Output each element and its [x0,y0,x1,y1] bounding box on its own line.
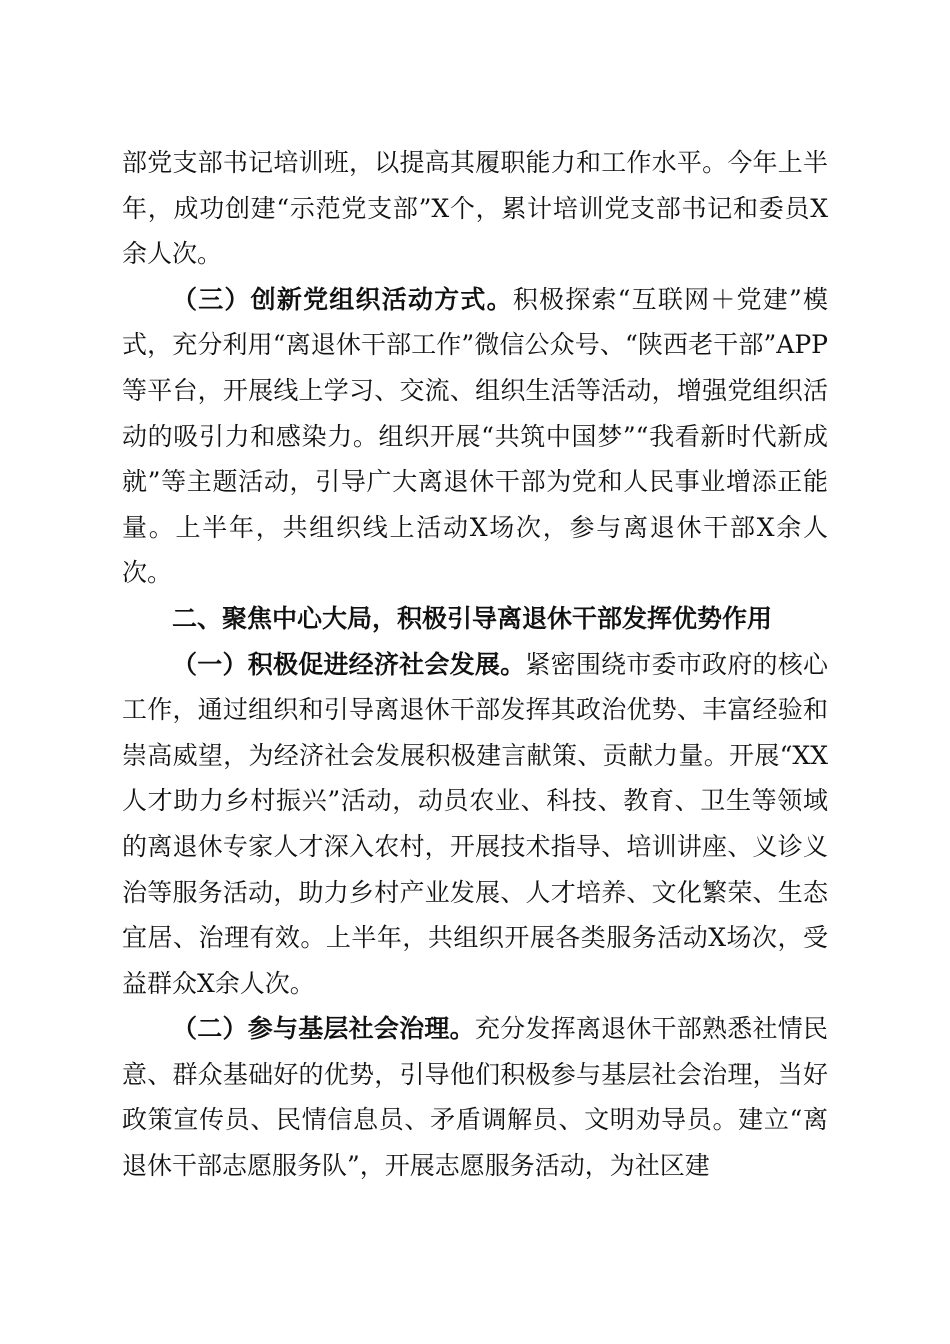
paragraph-lead-section-2-2: （二）参与基层社会治理。 [172,1014,475,1044]
paragraph-section-2-1 [122,642,828,1007]
paragraph-section-2-2 [122,1006,828,1188]
section-heading-2: 二、聚焦中心大局，积极引导离退休干部发挥优势作用 [172,603,773,633]
paragraph-lead-section-2-1: （一）积极促进经济社会发展。 [172,649,526,679]
document-body [122,140,828,1189]
paragraph-section-3 [122,277,828,596]
continued-paragraph: 部党支部书记培训班，以提高其履职能力和工作水平。今年上半年，成功创建“示范党支部”X个，累计培训党支部书记和委员X余人次。 [122,148,828,269]
paragraph-body-section-3: 积极探索“互联网＋党建”模式，充分利用“离退休干部工作”微信公众号、“陕西老干部”APP等平台，开展线上学习、交流、组织生活等活动，增强党组织活动的吸引力和感染力。组织开展“共筑中国梦”“我看新时代新成就”等主题活动，引导广大离退休干部为党和人民事业增添正能量。上半年，共组织线上活动X场次，参与离退休干部X余人次。 [122,284,828,588]
paragraph-lead-section-3: （三）创新党组织活动方式。 [172,284,513,314]
paragraph-body-section-2-2: 充分发挥离退休干部熟悉社情民意、群众基础好的优势，引导他们积极参与基层社会治理，当好政策宣传员、民情信息员、矛盾调解员、文明劝导员。建立“离退休干部志愿服务队”，开展志愿服务活动，为社区建 [122,1014,828,1181]
paragraph-body-section-2-1: 紧密围绕市委市政府的核心工作，通过组织和引导离退休干部发挥其政治优势、丰富经验和崇高威望，为经济社会发展积极建言献策、贡献力量。开展“XX人才助力乡村振兴”活动，动员农业、科技、教育、卫生等领域的离退休专家人才深入农村，开展技术指导、培训讲座、义诊义治等服务活动，助力乡村产业发展、人才培养、文化繁荣、生态宜居、治理有效。上半年，共组织开展各类服务活动X场次，受益群众X余人次。 [122,649,828,998]
